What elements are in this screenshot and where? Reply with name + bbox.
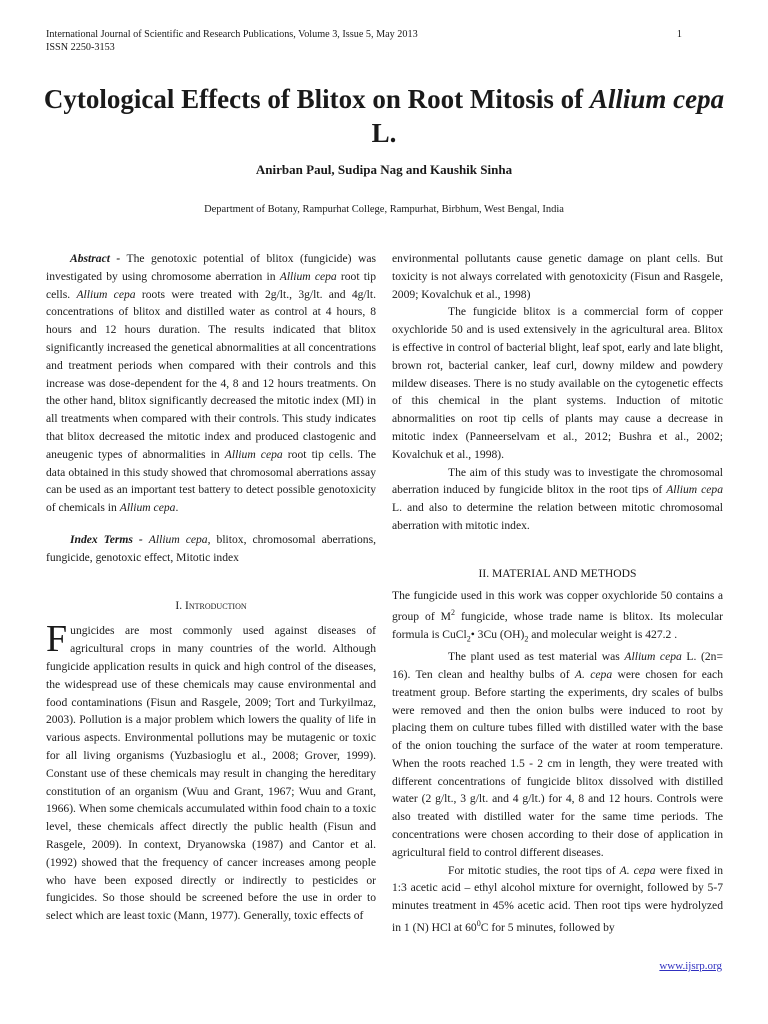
running-header <box>46 29 418 54</box>
affiliation: Department of Botany, Rampurhat College, Rampurhat, Birbhum, West Bengal, India <box>204 204 564 215</box>
title-suffix: L. <box>371 118 397 148</box>
index-terms-label: Index Terms - <box>70 532 143 546</box>
title-main: Cytological Effects of Blitox on Root Mitosis of <box>43 84 584 114</box>
journal-citation: International Journal of Scientific and Research Publications, Volume 3, Issue 5, May 2013 <box>46 29 418 40</box>
issn: ISSN 2250-3153 <box>46 41 115 53</box>
methods-paragraph-2: The plant used as test material was Allium cepa L. (2n= 16). Ten clean and healthy bulbs of A. cepa were chosen for each treatment group. Before starting the experiments, dry scales of bulbs were removed and then the onion bulbs were induced to root by placing them on culture tubes filled with distilled water with the base of the onion touching the surface of the water at room temperature. When the roots reached 1.5 - 2 cm in length, they were treated with different concentrations of fungicide blitox dissolved with distilled water (2 g/lt., 3 g/lt. and 4 g/lt.) for 4, 8 and 12 hours. Controls were also treated with distilled water for the same time periods. The concentrations were chosen according to their dose of application in agricultural field to control different diseases. <box>392 650 723 859</box>
abstract: Abstract - The genotoxic potential of blitox (fungicide) was investigated by using chromosome aberration in Allium cepa root tip cells. Allium cepa roots were treated with 2g/lt., 3g/lt. and 4g/lt. concentrations of blitox and distilled water as control at 4 hours, 8 hours and 12 hours duration. The results indicated that blitox significantly increased the genetical abnormalities at all concentrations and treatment periods when compared with their controls and this increase was dose-dependent for the 4, 8 and 12 hours treatments. On the other hand, blitox significantly decreased the mitotic index (MI) in all treatments when compared with their controls. This study indicates that blitox decreased the mitotic index and produced clastogenic and aneugenic types of abnormalities in Allium cepa root tip cells. The data obtained in this study showed that chromosomal aberrations assay can be used as an important test battery to detect possible genotoxicity of chemicals in Allium cepa. <box>46 252 377 515</box>
methods-paragraph-3: For mitotic studies, the root tips of A. cepa were fixed in 1:3 acetic acid – ethyl alcohol mixture for overnight, followed by 5-7 minutes treatment in 45% acetic acid. Then root tips were hydrolyzed in 1 (N) HCl at $60^0C$ for 5 minutes, followed by <box>392 863 724 934</box>
drop-cap: F <box>46 618 68 661</box>
title-species: Allium cepa <box>589 84 725 114</box>
paper-title <box>40 82 728 150</box>
right-column <box>392 250 723 937</box>
index-terms: Index Terms - Allium cepa, blitox, chromosomal aberrations, fungicide, genotoxic effect, Mitotic index <box>46 532 376 564</box>
page-number: 1 <box>676 29 682 40</box>
intro-paragraph-1-continued: environmental pollutants cause genetic damage on plant cells. But toxicity is not always correlated with genotoxicity (Fisun and Rasgele, 2009; Kovalchuk et al., 1998) <box>392 252 723 301</box>
abstract-label: Abstract - <box>70 252 121 265</box>
left-column <box>46 250 376 925</box>
intro-paragraph-3: The aim of this study was to investigate the chromosomal aberration induced by fungicide blitox in the root tips of Allium cepa L. and also to determine the relation between mitotic chromosomal aberration with mitotic index. <box>392 465 724 532</box>
authors: Anirban Paul, Sudipa Nag and Kaushik Sinha <box>255 162 513 177</box>
methods-paragraph-1: The fungicide used in this work was copper oxychloride 50 contains a group of $M^2$ fungicide, whose trade name is blitox. Its molecular formula is CuCl$_2$• 3Cu $(OH)_2$ and molecular weight is 427.2 . <box>392 588 723 644</box>
intro-paragraph-1: Fungicides are most commonly used against diseases of agricultural crops in many countries of the world. Although fungicide application results in quick and high control of the diseases, the widespread use of these chemicals may cause environmental and food contaminations (Fisun and Rasgele, 2009; Tort and Turkyilmaz, 2003). Pollution is a major problem which lowers the quality of life in various aspects. Environmental pollutions may be mutagenic or toxic for all living organisms (Yuzbasioglu et al., 2008; Grover, 1999). Constant use of these chemicals may result in changing the hereditary constitution of an organism (Wuu and Grant, 1967; Wuu and Grant, 1966). When some chemicals accumulated within food chain to a toxic level, these chemicals affect directly the public health (Fisun and Rasgele, 2009). In context, Dryanowska (1987) and Cantor et al. (1992) showed that the frequency of cancer increases among people who have been exposed directly or indirectly to pesticides or fungicides. So those should be screened before the use in order to select which are least toxic (Mann, 1977). Generally, toxic effects of <box>46 618 376 923</box>
journal-url-link[interactable]: www.ijsrp.org <box>659 960 722 972</box>
intro-paragraph-2: The fungicide blitox is a commercial form of copper oxychloride 50 and is used extensively in the agricultural area. Blitox is effective in control of bacterial blight, leaf spot, early and late blight, brown rot, bacterial canker, leaf curl, downy mildew and powdery mildew diseases. There is no study available on the cytogenetic effects of this chemical in the plant systems. Induction of mitotic abnormalities on root tip cells of plants may cause a decrease in mitotic index (Panneerselvam et al., 2012; Bushra et al., 2002; Kovalchuk et al., 1998). <box>392 305 723 461</box>
section-heading-methods: II. MATERIAL AND METHODS <box>478 566 637 580</box>
section-heading-introduction: I. Introduction <box>175 598 247 612</box>
